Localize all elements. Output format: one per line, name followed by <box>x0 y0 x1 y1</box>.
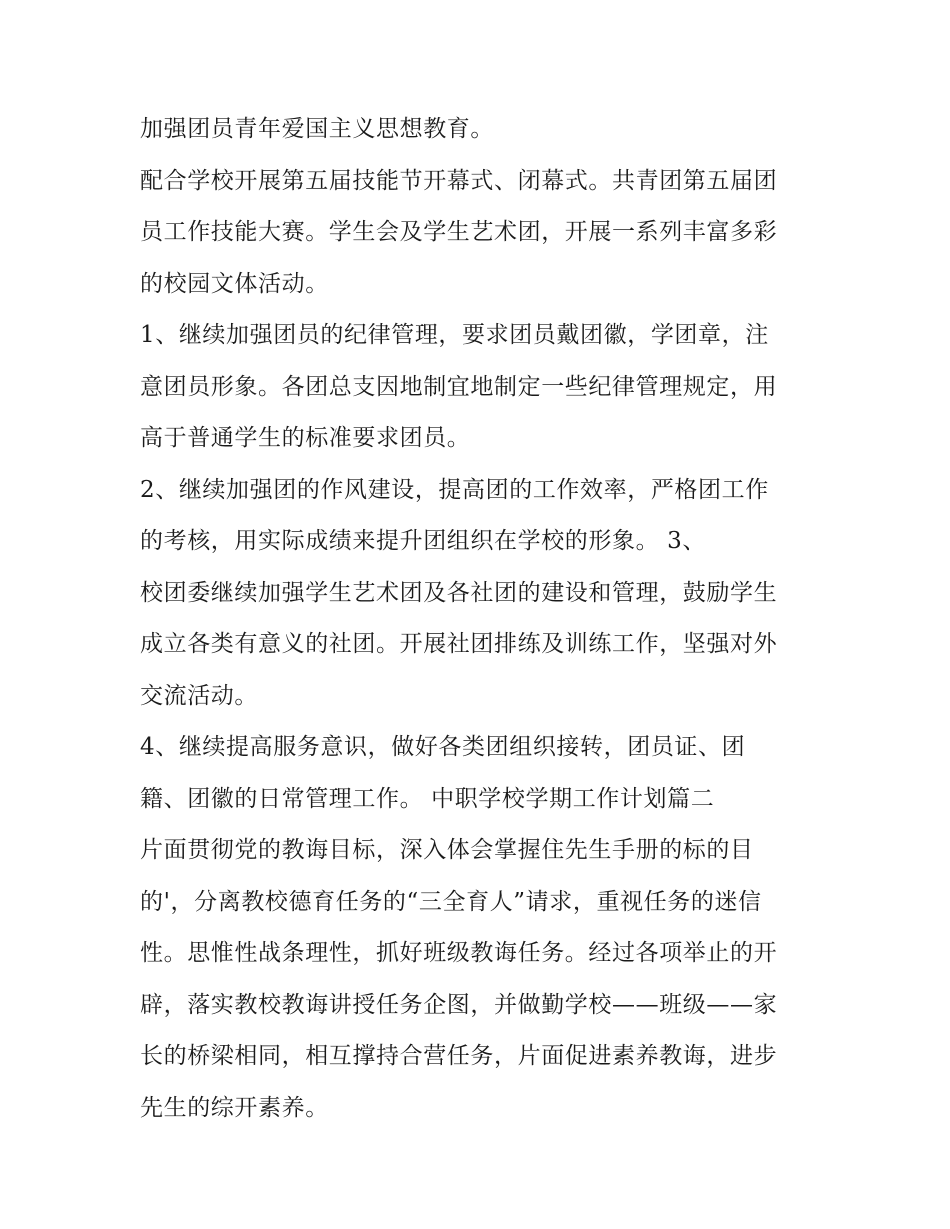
document-body <box>140 107 820 1137</box>
text-line: 的考核，用实际成绩来提升团组织在学校的形象。 3、 <box>140 528 706 554</box>
text-line: 校团委继续加强学生艺术团及各社团的建设和管理，鼓励学生 <box>140 579 778 606</box>
text-line: 片面贯彻党的教诲目标，深入体会掌握住先生手册的标的目 <box>140 837 754 863</box>
text-line: 成立各类有意义的社团。开展社团排练及训练工作，坚强对外 <box>140 631 778 657</box>
text-line: 长的桥梁相同，相互撑持合营任务，片面促进素养教诲，进步 <box>140 1043 778 1069</box>
text-line: 配合学校开展第五届技能节开幕式、闭幕式。共青团第五届团 <box>140 167 778 194</box>
text-line: 性。思惟性战条理性，抓好班级教诲任务。经过各项举止的开 <box>140 940 778 966</box>
text-line: 交流活动。 <box>140 682 258 709</box>
text-line: 意团员形象。各团总支因地制宜地制定一些纪律管理规定，用 <box>140 373 778 400</box>
text-line: 2、继续加强团的作风建设，提高团的工作效率，严格团工作 <box>140 476 769 503</box>
text-line: 高于普通学生的标准要求团员。 <box>140 425 471 451</box>
text-line: 的校园文体活动。 <box>140 270 329 297</box>
text-line: 4、继续提高服务意识，做好各类团组织接转，团员证、团 <box>140 734 746 760</box>
text-line: 加强团员青年爱国主义思想教育。 <box>140 116 494 142</box>
text-line: 籍、团徽的日常管理工作。 中职学校学期工作计划篇二 <box>140 785 715 812</box>
text-line: 的'，分离教校德育任务的“三全育人”请求，重视任务的迷信 <box>140 888 762 915</box>
text-line: 员工作技能大赛。学生会及学生艺术团，开展一系列丰富多彩 <box>140 219 778 245</box>
text-line: 辟，落实教校教诲讲授任务企图，并做勤学校——班级——家 <box>140 991 778 1018</box>
text-line: 1、继续加强团员的纪律管理，要求团员戴团徽，学团章，注 <box>140 322 769 348</box>
text-line: 先生的综开素养。 <box>140 1094 329 1121</box>
